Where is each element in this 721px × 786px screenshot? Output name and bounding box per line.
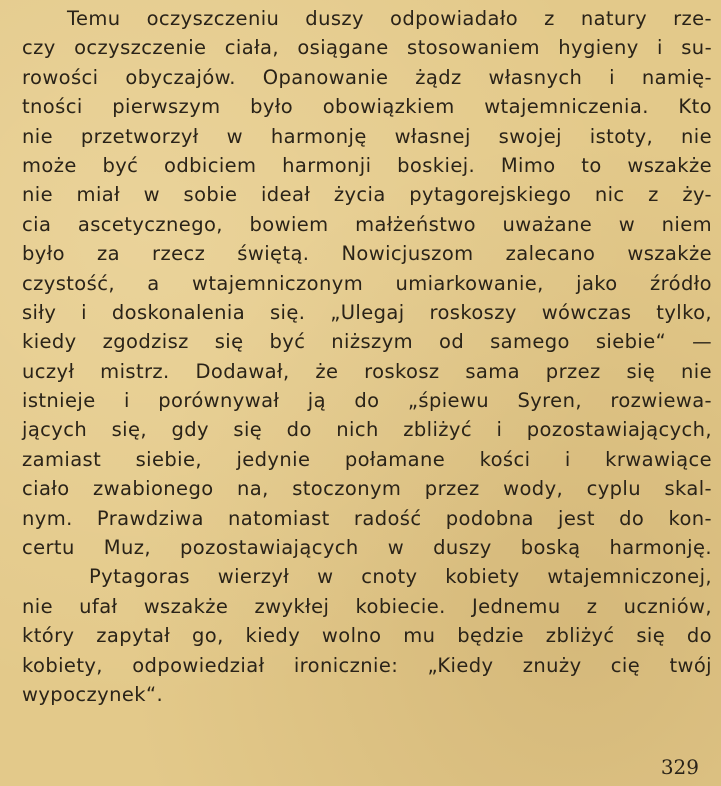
text-line: który zapytał go, kiedy wolno mu będzie zbliżyć się do [22,624,712,648]
text-line: rowości obyczajów. Opanowanie żądz własnych i namię- [22,65,712,89]
text-line: może być odbiciem harmonji boskiej. Mimo to wszakże [22,153,712,177]
text-line: wypoczynek“. [22,682,164,706]
body-text [22,4,712,709]
text-line: siły i doskonalenia się. „Ulegaj roskoszy wówczas tylko, [22,300,712,324]
text-line: nie przetworzył w harmonję własnej swojej istoty, nie [22,124,712,148]
page-number: 329 [660,755,699,779]
text-line: jących się, gdy się do nich zbliżyć i pozostawiających, [22,418,712,442]
text-line: zamiast siebie, jedynie połamane kości i krwawiące [22,447,712,471]
text-line: czy oczyszczenie ciała, osiągane stosowaniem hygieny i su- [22,36,712,60]
text-line: kiedy zgodzisz się być niższym od samego siebie“ — [22,330,712,354]
text-line: cia ascetycznego, bowiem małżeństwo uważane w niem [22,212,712,236]
text-line: kobiety, odpowiedział ironicznie: „Kiedy znuży cię twój [22,653,712,677]
text-line: uczył mistrz. Dodawał, że roskosz sama przez się nie [22,359,712,383]
text-line: nym. Prawdziwa natomiast radość podobna jest do kon- [22,506,712,530]
text-line: tności pierwszym było obowiązkiem wtajemniczenia. Kto [22,95,712,119]
text-line: Temu oczyszczeniu duszy odpowiadało z natury rze- [67,7,712,30]
text-line: nie ufał wszakże zwykłej kobiecie. Jednemu z uczniów, [22,594,712,618]
text-line: Pytagoras wierzył w cnoty kobiety wtajemniczonej, [89,565,712,589]
text-line: istnieje i porównywał ją do „śpiewu Syren, rozwiewa- [22,389,712,413]
text-line: było za rzecz świętą. Nowicjuszom zalecano wszakże [22,242,712,266]
text-line: czystość, a wtajemniczonym umiarkowanie, jako źródło [22,271,712,295]
text-line: nie miał w sobie ideał życia pytagorejskiego nic z ży- [22,183,712,207]
text-line: certu Muz, pozostawiających w duszy boską harmonję. [22,536,712,560]
text-line: ciało zwabionego na, stoczonym przez wody, cyplu skal- [22,477,712,501]
